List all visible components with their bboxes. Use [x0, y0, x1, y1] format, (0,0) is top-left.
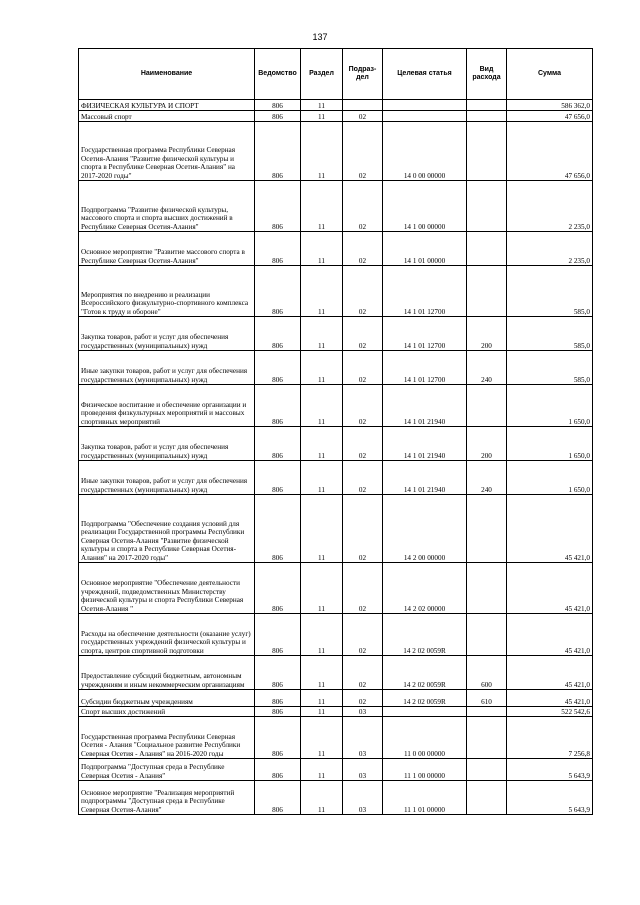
row-dept: 806: [255, 759, 301, 781]
header-section: Раздел: [301, 49, 343, 100]
row-sum: 7 256,8: [507, 717, 593, 759]
row-target: 14 1 01 21940: [383, 461, 467, 495]
row-target: 14 1 00 00000: [383, 181, 467, 232]
table-row: [79, 351, 593, 385]
row-sum: 585,0: [507, 317, 593, 351]
row-exp-type: [467, 111, 507, 122]
row-dept: 806: [255, 111, 301, 122]
table-row: [79, 690, 593, 707]
row-target: 14 2 02 0059R: [383, 656, 467, 690]
row-section: 11: [301, 461, 343, 495]
header-target: Целевая статья: [383, 49, 467, 100]
row-name: Государственная программа Республики Северная Осетия-Алания "Развитие физической культуры и спорта в Республике Северная Осетия-Алания" на 2017-2020 годы": [79, 122, 255, 181]
row-exp-type: [467, 614, 507, 656]
row-dept: 806: [255, 427, 301, 461]
row-exp-type: 610: [467, 690, 507, 707]
header-subsection: Подраз-дел: [343, 49, 383, 100]
row-exp-type: [467, 122, 507, 181]
row-sum: 2 235,0: [507, 232, 593, 266]
page-number: 137: [312, 32, 328, 42]
row-name: Закупка товаров, работ и услуг для обеспечения государственных (муниципальных) нужд: [79, 427, 255, 461]
row-name: Субсидии бюджетным учреждениям: [79, 690, 255, 707]
row-section: 11: [301, 690, 343, 707]
header-exp-type: Вид расхода: [467, 49, 507, 100]
row-dept: 806: [255, 690, 301, 707]
row-dept: 806: [255, 122, 301, 181]
row-name: Закупка товаров, работ и услуг для обеспечения государственных (муниципальных) нужд: [79, 317, 255, 351]
row-target: 14 1 01 21940: [383, 385, 467, 427]
row-subsection: 02: [343, 111, 383, 122]
row-section: 11: [301, 759, 343, 781]
row-name: Подпрограмма "Обеспечение создания условий для реализации Государственной программы Республики Северная Осетия-Алания "Развитие физической культуры и спорта в Республике Северная Осетия-Алания" на 2017-2020 годы": [79, 495, 255, 563]
row-name: Подпрограмма "Доступная среда в Республике Северная Осетия - Алания": [79, 759, 255, 781]
row-exp-type: [467, 717, 507, 759]
row-dept: 806: [255, 232, 301, 266]
row-section: 11: [301, 781, 343, 815]
row-sum: 45 421,0: [507, 495, 593, 563]
row-sum: 45 421,0: [507, 563, 593, 614]
row-dept: 806: [255, 717, 301, 759]
row-section: 11: [301, 707, 343, 717]
row-dept: 806: [255, 781, 301, 815]
row-subsection: [343, 100, 383, 111]
row-sum: 2 235,0: [507, 181, 593, 232]
row-sum: 45 421,0: [507, 614, 593, 656]
row-subsection: 02: [343, 690, 383, 707]
row-section: 11: [301, 656, 343, 690]
row-section: 11: [301, 100, 343, 111]
row-subsection: 02: [343, 385, 383, 427]
table-row: [79, 461, 593, 495]
row-subsection: 02: [343, 266, 383, 317]
row-exp-type: [467, 781, 507, 815]
row-sum: 45 421,0: [507, 656, 593, 690]
table-row: [79, 181, 593, 232]
row-target: 11 1 00 00000: [383, 759, 467, 781]
table-row: [79, 717, 593, 759]
row-sum: 522 542,6: [507, 707, 593, 717]
row-name: Основное мероприятие "Реализация мероприятий подпрограммы "Доступная среда в Республике Северная Осетия-Алания": [79, 781, 255, 815]
table-row: [79, 759, 593, 781]
row-section: 11: [301, 317, 343, 351]
row-target: 14 2 02 0059R: [383, 614, 467, 656]
row-subsection: 02: [343, 181, 383, 232]
header-dept: Ведомство: [255, 49, 301, 100]
row-subsection: 02: [343, 351, 383, 385]
row-exp-type: [467, 759, 507, 781]
row-target: 11 0 00 00000: [383, 717, 467, 759]
row-subsection: 02: [343, 656, 383, 690]
header-name: Наименование: [79, 49, 255, 100]
row-name: Физическое воспитание и обеспечение организации и проведения физкультурных мероприятий и массовых спортивных мероприятий: [79, 385, 255, 427]
row-subsection: 02: [343, 122, 383, 181]
row-sum: 45 421,0: [507, 690, 593, 707]
row-name: Подпрограмма "Развитие физической культуры, массового спорта и спорта высших достижений в Республике Северная Осетия-Алания": [79, 181, 255, 232]
row-subsection: 02: [343, 614, 383, 656]
row-subsection: 03: [343, 717, 383, 759]
row-name: ФИЗИЧЕСКАЯ КУЛЬТУРА И СПОРТ: [79, 100, 255, 111]
row-dept: 806: [255, 563, 301, 614]
row-sum: 586 362,0: [507, 100, 593, 111]
row-subsection: 03: [343, 707, 383, 717]
table-row: [79, 427, 593, 461]
row-dept: 806: [255, 614, 301, 656]
row-dept: 806: [255, 351, 301, 385]
table-row: [79, 111, 593, 122]
row-target: [383, 707, 467, 717]
row-section: 11: [301, 495, 343, 563]
row-subsection: 02: [343, 317, 383, 351]
row-exp-type: 240: [467, 351, 507, 385]
row-name: Иные закупки товаров, работ и услуг для обеспечения государственных (муниципальных) нужд: [79, 461, 255, 495]
table-row: [79, 656, 593, 690]
table-row: [79, 385, 593, 427]
row-section: 11: [301, 717, 343, 759]
row-section: 11: [301, 181, 343, 232]
header-sum: Сумма: [507, 49, 593, 100]
row-section: 11: [301, 111, 343, 122]
row-dept: 806: [255, 385, 301, 427]
row-section: 11: [301, 614, 343, 656]
row-subsection: 02: [343, 495, 383, 563]
row-dept: 806: [255, 495, 301, 563]
row-sum: 5 643,9: [507, 759, 593, 781]
row-exp-type: [467, 707, 507, 717]
row-exp-type: [467, 563, 507, 614]
table-row: [79, 100, 593, 111]
row-section: 11: [301, 351, 343, 385]
row-name: Спорт высших достижений: [79, 707, 255, 717]
row-target: 14 2 02 00000: [383, 563, 467, 614]
table-row: [79, 563, 593, 614]
row-target: 14 1 01 12700: [383, 351, 467, 385]
row-dept: 806: [255, 707, 301, 717]
row-section: 11: [301, 266, 343, 317]
row-exp-type: 240: [467, 461, 507, 495]
row-exp-type: 200: [467, 427, 507, 461]
row-name: Основное мероприятие "Обеспечение деятельности учреждений, подведомственных Министерству физической культуры и спорта Республики Северная Осетия-Алания ": [79, 563, 255, 614]
row-sum: 585,0: [507, 266, 593, 317]
row-target: [383, 100, 467, 111]
row-sum: 47 656,0: [507, 122, 593, 181]
row-name: Основное мероприятие "Развитие массового спорта в Республике Северная Осетия-Алания": [79, 232, 255, 266]
row-section: 11: [301, 427, 343, 461]
row-target: 14 0 00 00000: [383, 122, 467, 181]
row-target: 14 2 00 00000: [383, 495, 467, 563]
row-exp-type: [467, 385, 507, 427]
row-subsection: 02: [343, 427, 383, 461]
row-name: Предоставление субсидий бюджетным, автономным учреждениям и иным некоммерческим организациям: [79, 656, 255, 690]
row-dept: 806: [255, 181, 301, 232]
row-name: Массовый спорт: [79, 111, 255, 122]
row-dept: 806: [255, 656, 301, 690]
table-row: [79, 232, 593, 266]
row-dept: 806: [255, 100, 301, 111]
table-row: [79, 781, 593, 815]
row-sum: 1 650,0: [507, 385, 593, 427]
row-sum: 47 656,0: [507, 111, 593, 122]
row-name: Иные закупки товаров, работ и услуг для обеспечения государственных (муниципальных) нужд: [79, 351, 255, 385]
row-target: [383, 111, 467, 122]
row-section: 11: [301, 563, 343, 614]
row-subsection: 03: [343, 781, 383, 815]
row-target: 14 1 01 12700: [383, 317, 467, 351]
table-row: [79, 317, 593, 351]
row-target: 14 1 01 12700: [383, 266, 467, 317]
row-section: 11: [301, 122, 343, 181]
table-header-row: [79, 49, 593, 100]
row-subsection: 03: [343, 759, 383, 781]
row-sum: 1 650,0: [507, 461, 593, 495]
row-dept: 806: [255, 461, 301, 495]
row-name: Государственная программа Республики Северная Осетия - Алания "Социальное развитие Республики Северная Осетия - Алания" на 2016-2020 годы: [79, 717, 255, 759]
table-row: [79, 266, 593, 317]
table-row: [79, 495, 593, 563]
row-sum: 585,0: [507, 351, 593, 385]
row-exp-type: [467, 100, 507, 111]
row-section: 11: [301, 385, 343, 427]
row-target: 14 2 02 0059R: [383, 690, 467, 707]
row-name: Мероприятия по внедрению и реализации Всероссийского физкультурно-спортивного комплекса "Готов к труду и обороне": [79, 266, 255, 317]
row-dept: 806: [255, 317, 301, 351]
table-row: [79, 614, 593, 656]
row-section: 11: [301, 232, 343, 266]
row-subsection: 02: [343, 461, 383, 495]
row-name: Расходы на обеспечение деятельности (оказание услуг) государственных учреждений физической культуры и спорта, центров спортивной подготовки: [79, 614, 255, 656]
row-exp-type: [467, 266, 507, 317]
row-subsection: 02: [343, 563, 383, 614]
row-target: 14 1 01 00000: [383, 232, 467, 266]
row-exp-type: [467, 495, 507, 563]
row-exp-type: 600: [467, 656, 507, 690]
budget-table: [78, 48, 593, 815]
row-exp-type: [467, 232, 507, 266]
table-row: [79, 122, 593, 181]
row-target: 14 1 01 21940: [383, 427, 467, 461]
row-target: 11 1 01 00000: [383, 781, 467, 815]
row-exp-type: 200: [467, 317, 507, 351]
row-dept: 806: [255, 266, 301, 317]
row-exp-type: [467, 181, 507, 232]
row-sum: 1 650,0: [507, 427, 593, 461]
table-row: [79, 707, 593, 717]
row-sum: 5 643,9: [507, 781, 593, 815]
row-subsection: 02: [343, 232, 383, 266]
